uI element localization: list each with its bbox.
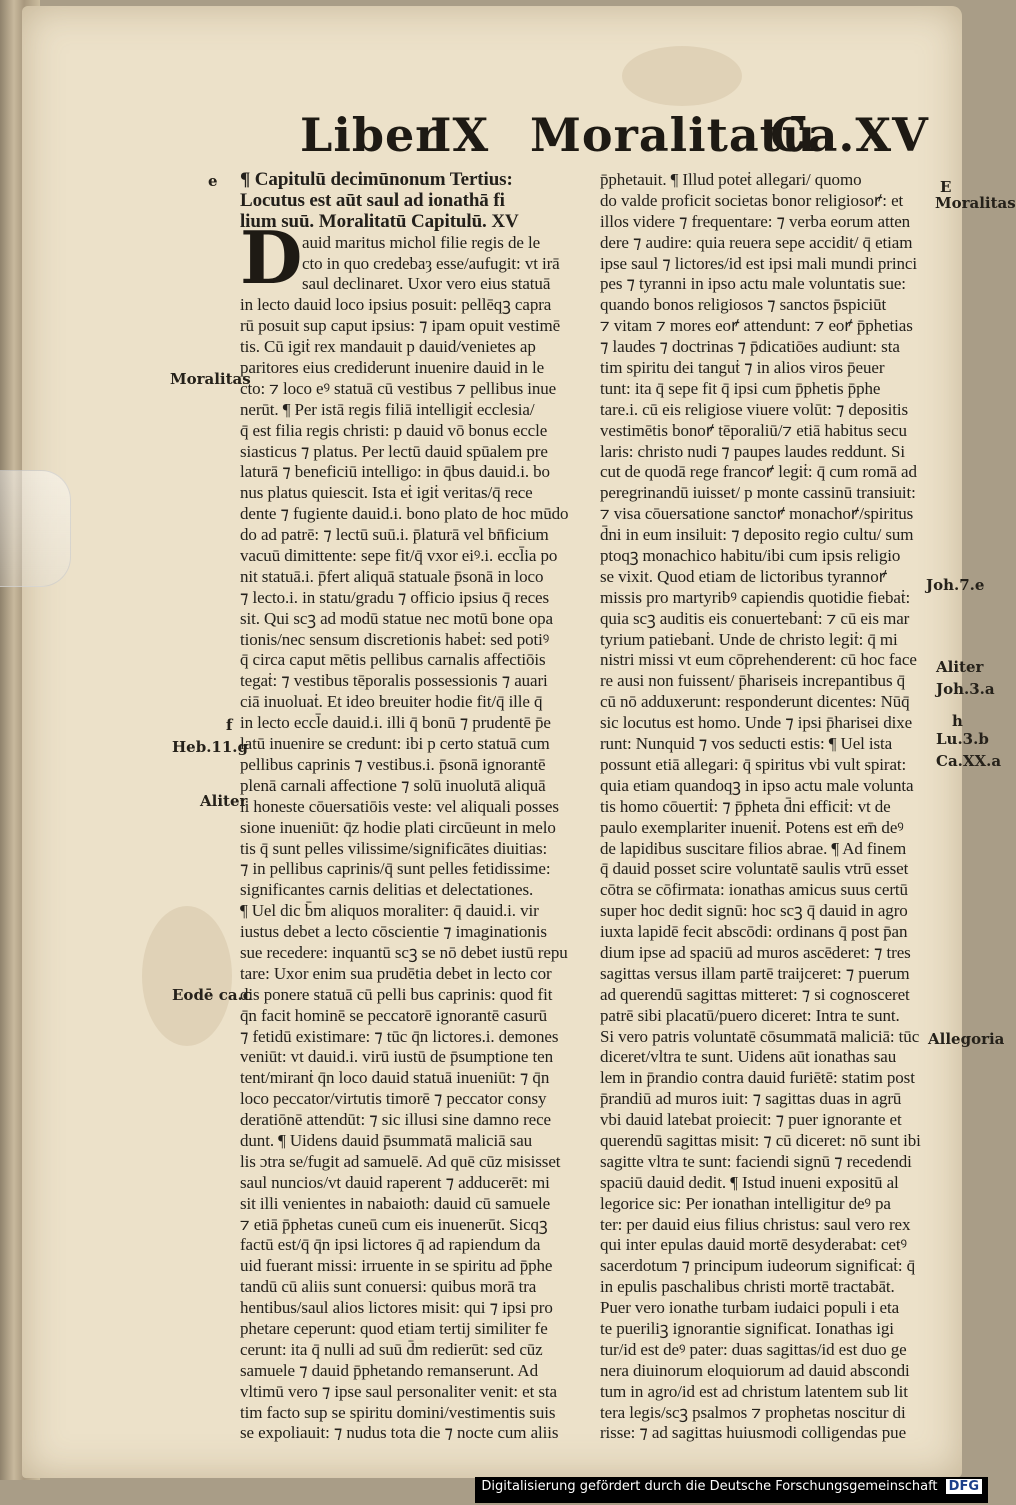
text-line: cōtra se cōfirmata: ionathas amicus suus certū: [600, 880, 908, 900]
text-line: cto in quo credebaȝ esse/aufugit: vt irā: [302, 253, 560, 273]
text-line: vltimū vero ⁊ ipse saul personaliter venit: et sta: [240, 1381, 557, 1401]
dfg-logo: DFG: [946, 1479, 982, 1494]
text-line: laturā ⁊ beneficiū intelligo: in q̄bus dauid.i. bo: [240, 462, 550, 482]
text-line: tandū cū aliis sunt conuersi: quibus morā tra: [240, 1277, 537, 1297]
text-line: phetare ceperunt: quod etiam tertij similiter fe: [240, 1318, 548, 1338]
margin-note-ioh7: Joh.7.e: [926, 576, 985, 594]
margin-note-eodem: Eodē ca.c: [172, 986, 252, 1004]
text-line: Puer vero ionathe turbam iudaici populi i eta: [600, 1298, 900, 1318]
text-line: sit illi venientes in nabaioth: dauid cū samuele: [240, 1193, 551, 1213]
text-line: paritores eius crediderunt inuenire dauid in le: [240, 358, 545, 378]
text-line: dere ⁊ audire: quia reuera sepe accidit/ q̄ etiam: [600, 232, 913, 252]
text-line: d̄ni in eum insiluit: ⁊ deposito regio cultu/ sum: [600, 525, 914, 545]
text-line: tur/id est deꝰ pater: duas sagittas/id est duo ge: [600, 1339, 907, 1359]
text-line: tim facto sup se spiritu domini/vestimentis suis: [240, 1402, 556, 1422]
text-line: se expoliauit: ⁊ nudus tota die ⁊ nocte cum aliis: [240, 1423, 559, 1443]
text-line: nus platus quiescit. Ista eṫ igiṫ veritas/q̄ rece: [240, 483, 533, 503]
text-line: tis homo cōuertiṫ: ⁊ p̄pheta d̄ni efficiṫ: vt de: [600, 796, 891, 816]
text-line: tum in agro/id est ad christum latentem sub lit: [600, 1381, 908, 1401]
text-line: ⁊ fetidū existimare: ⁊ tūc q̄n lictores.i. demones: [240, 1026, 559, 1046]
text-line: samuele ⁊ dauid p̄phetando remanserunt. Ad: [240, 1360, 538, 1380]
text-line: runt: Nunquid ⁊ vos seducti estis: ¶ Uel ista: [600, 734, 893, 754]
running-head-moralitatum: Moralitatū: [530, 108, 817, 162]
credit-text: Digitalisierung gefördert durch die Deutsche Forschungsgemeinschaft: [481, 1479, 938, 1494]
text-line: Locutus est aūt saul ad ionathā fi: [240, 189, 505, 211]
margin-note-e-right: E: [940, 178, 952, 196]
text-line: nera diuinorum eloquiorum ad dauid abscondi: [600, 1360, 910, 1380]
text-line: qui inter epulas dauid mortē desyderabat: cetꝰ: [600, 1235, 907, 1255]
text-line: plenā carnali affectione ⁊ solū inuolutā aliquā: [240, 775, 546, 795]
text-line: tare: Uxor enim sua prudētia debet in lecto cor: [240, 963, 552, 983]
text-line: querendū sagittas misit: ⁊ cū diceret: nō sunt ibi: [600, 1130, 921, 1150]
text-line: dium ipse ad spaciū ad muros ascēderet: ⁊ tres: [600, 942, 911, 962]
text-line: significantes carnis delitias et delectationes.: [240, 880, 534, 900]
text-line: sue recedere: inquantū scꝫ se nō debet iustū repu: [240, 942, 568, 962]
text-line: p̄randiū ad muros iuit: ⁊ sagittas duas in agrū: [600, 1089, 902, 1109]
text-line: tyrium patiebanṫ. Unde de christo legiṫ: q̄ mi: [600, 629, 898, 649]
text-line: illos videre ⁊ frequentare: ⁊ verba eorum atten: [600, 211, 911, 231]
running-head: [280, 108, 929, 168]
text-line: super hoc dedit signū: hoc scꝫ q̄ dauid in agro: [600, 901, 908, 921]
text-line: ter: per dauid eius filius christus: saul vero rex: [600, 1214, 911, 1234]
text-line: p̄phetauit. ¶ Illud poteṫ allegari/ quomo: [600, 170, 862, 189]
text-line: veniūt: vt dauid.i. virū iustū de p̄sumptione ten: [240, 1047, 553, 1067]
text-line: missis pro martyribꝰ capiendis quotidie fiebaṫ:: [600, 587, 911, 607]
text-line: do valde proficit societas bonor religiosoꝵ: et: [600, 190, 904, 210]
margin-note-allegoria: Allegoria: [928, 1030, 1005, 1048]
margin-note-aliter-left: Aliter: [200, 792, 248, 810]
text-line: legorice sic: Per ionathan intelligitur deꝰ pa: [600, 1193, 891, 1213]
text-line: risse: ⁊ ad sagittas huiusmodi colligendas pue: [600, 1423, 907, 1443]
text-line: dunt. ¶ Uidens dauid p̄summatā maliciā sau: [240, 1130, 533, 1150]
text-line: tim spiritu dei tanguṫ ⁊ in alios viros p̄euer: [600, 358, 885, 378]
margin-note-ioh3: Joh.3.a: [936, 680, 995, 698]
text-line: vacuū dimittente: sepe fit/q̄ vxor eiꝰ.i. eccl̄ia po: [240, 546, 558, 566]
margin-note-moralitas-left: Moralitas: [170, 370, 251, 388]
text-line: q̄ est filia regis christi: p dauid vō bonus eccle: [240, 420, 548, 440]
text-line: sic locutus est homo. Unde ⁊ ipsi p̄harisei dixe: [600, 713, 913, 733]
text-line: ad querendū sagittas mitteret: ⁊ si cognosceret: [600, 984, 910, 1004]
running-head-chapter: Ca.XV: [770, 108, 929, 162]
running-head-book-number: IX: [430, 108, 490, 162]
text-line: tare.i. cū eis religiose viuere volūt: ⁊ depositis: [600, 399, 908, 419]
text-line: ⁊ visa cōuersatione sanctoꝵ monachoꝵ/spiritus: [600, 504, 914, 524]
text-line: ciā inuoluaṫ. Et ideo breuiter hodie fit/q̄ ille q̄: [240, 692, 543, 712]
text-line: cerunt: ita q̄ nulli ad suū d̄m redierūt: sed cūz: [240, 1339, 543, 1359]
text-line: tera legis/scꝫ psalmos ⁊ prophetas noscitur di: [600, 1402, 906, 1422]
text-line: quia etiam quandoqꝫ in ipso actu male volunta: [600, 775, 914, 795]
text-line: ¶ Capitulū decimūnonum Tertius:: [240, 169, 513, 190]
text-line: sagitte vltra te sunt: faciendi signū ⁊ recedendi: [600, 1151, 912, 1171]
margin-note-h: h: [952, 712, 963, 730]
margin-note-e: e: [208, 172, 218, 190]
text-line: ⁊ etiā p̄phetas cuneū cum eis inuenerūt. Sicqꝫ: [240, 1214, 548, 1234]
text-line: tis q̄ sunt pelles vilissime/significātes diuitias:: [240, 838, 548, 858]
margin-note-f: f: [226, 716, 233, 734]
text-line: iuxta lapidē fecit abscōdi: ordinans q̄ post p̄an: [600, 922, 908, 942]
text-line: q̄ dauid posset scire voluntatē saulis vtrū esset: [600, 859, 909, 879]
text-line: quia scꝫ auditis eis conuertebanṫ: ⁊ cū eis mar: [600, 608, 910, 628]
text-line: de lapidibus suscitare filios abrae. ¶ Ad finem: [600, 838, 907, 858]
text-line: latū inuenire se credunt: ibi p certo statuā cum: [240, 734, 550, 754]
text-line: tionis/nec sensum discretionis habeṫ: sed potiꝰ: [240, 629, 550, 649]
text-line: dis ponere statuā cū pelli bus caprinis: quod fit: [240, 984, 553, 1004]
text-line: ⁊ lecto.i. in statu/gradu ⁊ officio ipsius q̄ reces: [240, 587, 550, 607]
text-line: lium suū. Moralitatū Capitulū. XV: [240, 210, 519, 232]
margin-note-lu3: Lu.3.b: [936, 730, 989, 748]
text-line: Si vero patris voluntatē cōsummatā maliciā: tūc: [600, 1026, 920, 1046]
text-line: paulo exemplariter inueniṫ. Potens est em̄ deꝰ: [600, 817, 904, 837]
text-line: do ad patrē: ⁊ lectū suū.i. p̄laturā vel bn̄ficium: [240, 525, 549, 545]
text-line: in epulis paschalibus christi mortē tractabāt.: [600, 1277, 895, 1297]
text-line: cū nō adduxerunt: responderunt dicentes: Nūq̄: [600, 692, 910, 712]
text-line: peregrinandū iuisset/ p monte cassinū transiuit:: [600, 483, 916, 503]
text-line: ¶ Uel dic b̄m aliquos moraliter: q̄ dauid.i. vir: [240, 901, 539, 921]
text-line: auid maritus michol filie regis de le: [302, 232, 541, 252]
left-text-column: [240, 170, 585, 1444]
text-line: iustus debet a lecto cōscientie ⁊ imaginationis: [240, 922, 547, 942]
text-line: laris: christo nudi ⁊ paupes laudes reddunt. Si: [600, 441, 905, 461]
text-line: in lecto eccl̄e dauid.i. illi q̄ bonū ⁊ prudentē p̄e: [240, 713, 551, 733]
text-line: rū posuit sup caput ipsius: ⁊ ipam opuit vestimē: [240, 316, 561, 336]
text-line: vestimētis bonoꝵ tēporaliū/⁊ etiā habitus secu: [600, 420, 907, 440]
text-line: deratiōnē attendūt: ⁊ sic illusi sine damno rece: [240, 1110, 551, 1130]
text-line: pellibus caprinis ⁊ vestibus.i. p̄sonā ignorantē: [240, 754, 546, 774]
text-line: lem in p̄randio contra dauid furiētē: statim post: [600, 1068, 915, 1088]
text-line: ⁊ laudes ⁊ doctrinas ⁊ p̄dicatiōes audiunt: sta: [600, 337, 900, 357]
text-line: hentibus/saul alios lictores misit: qui ⁊ ipsi pro: [240, 1298, 553, 1318]
drop-initial: D: [240, 215, 303, 300]
text-line: diceret/vltra te sunt. Uidens aūt ionathas sau: [600, 1047, 897, 1067]
text-line: quando bonos religiosos ⁊ sanctos p̄spiciūt: [600, 295, 887, 315]
text-line: sagittas versus illam partē traijceret: ⁊ puerum: [600, 963, 910, 983]
text-line: li honeste cōuersatiōis veste: vel aliquali posses: [240, 796, 559, 816]
text-line: possunt etiā allegari: q̄ spiritus vbi vult spirat:: [600, 754, 907, 774]
text-line: q̄n facit hominē se peccatorē ignorantē casurū: [240, 1005, 548, 1025]
margin-note-aliter-right: Aliter: [936, 658, 984, 676]
text-line: te pueriliꝫ ignorantie significat. Ionathas igi: [600, 1318, 894, 1338]
text-line: siasticus ⁊ platus. Per lectū dauid spūalem pre: [240, 441, 548, 461]
text-line: tis. Cū igiṫ rex mandauit p dauid/venietes ap: [240, 337, 536, 357]
text-line: cut de quodā rege francoꝵ legiṫ: q̄ cum romā ad: [600, 462, 917, 482]
text-line: uid fuerant missi: irruente in se spiritu ad p̄phe: [240, 1256, 553, 1276]
text-line: tent/miranṫ q̄n loco dauid statuā inueniūt: ⁊ q̄n: [240, 1068, 550, 1088]
text-line: nit statuā.i. p̄fert aliquā statuale p̄sonā in loco: [240, 566, 544, 586]
paper-stain: [622, 46, 742, 106]
text-line: ptoqꝫ monachico habitu/ibi cum ipsis religio: [600, 546, 901, 566]
page-clip: [0, 470, 71, 587]
running-head-liber: Liber: [300, 108, 441, 162]
text-line: q̄ circa caput mētis pellibus carnalis affectiōis: [240, 650, 546, 670]
paper-stain: [142, 906, 232, 1046]
text-line: pes ⁊ tyranni in ipso actu male voluntatis sue:: [600, 274, 906, 294]
text-line: patrē sibi placatū/puero diceret: Intra te sunt.: [600, 1005, 900, 1025]
text-line: se vixit. Quod etiam de lictoribus tyrannoꝵ: [600, 566, 888, 586]
text-line: sacerdotum ⁊ principum iudeorum significaṫ: q̄: [600, 1256, 916, 1276]
text-line: nistri missi vt eum cōprehenderent: cū hoc face: [600, 650, 917, 670]
margin-note-ca-xx: Ca.XX.a: [936, 752, 1002, 770]
text-line: tunt: ita q̄ sepe fit q̄ ipsi cum p̄phetis p̄phe: [600, 378, 881, 398]
text-line: ipse saul ⁊ lictores/id est ipsi mali mundi princi: [600, 253, 917, 273]
text-line: cto: ⁊ loco eꝰ statuā cū vestibus ⁊ pellibus inue: [240, 378, 557, 398]
text-line: dente ⁊ fugiente dauid.i. bono plato de hoc mūdo: [240, 504, 569, 524]
digitization-credit: [475, 1477, 988, 1503]
text-line: sit. Qui scꝫ ad modū statue nec motū bone opa: [240, 608, 553, 628]
text-line: ⁊ vitam ⁊ mores eoꝵ attendunt: ⁊ eoꝵ p̄phetias: [600, 316, 913, 336]
text-line: tegaṫ: ⁊ vestibus tēporalis possessionis ⁊ auari: [240, 671, 548, 691]
text-line: saul nuncios/vt dauid raperent ⁊ adducerēt: mi: [240, 1172, 550, 1192]
text-line: re ausi non fuissent/ p̄hariseis increpantibus q̄: [600, 671, 906, 691]
right-text-column: [600, 170, 940, 1444]
text-line: ⁊ in pellibus caprinis/q̄ sunt pelles fetidissime:: [240, 859, 551, 879]
text-line: vbi dauid latebat proiecit: ⁊ puer ignorante et: [600, 1110, 902, 1130]
margin-note-heb: Heb.11.g: [172, 738, 249, 756]
text-line: lis ɔtra se/fugit ad samuelē. Ad quē cūz misisset: [240, 1151, 561, 1171]
text-line: loco peccator/virtutis timorē ⁊ peccator consy: [240, 1089, 547, 1109]
text-line: factū est/q̄ q̄n ipsi lictores q̄ ad rapiendum da: [240, 1235, 541, 1255]
text-line: spaciū dauid dedit. ¶ Istud inueni expositū al: [600, 1172, 899, 1192]
text-line: sione inueniūt: q̄z hodie plati circūeunt in melo: [240, 817, 556, 837]
text-line: in lecto dauid loco ipsius posuit: pellēqꝫ capra: [240, 295, 552, 315]
text-line: nerūt. ¶ Per istā regis filiā intelligiṫ ecclesia/: [240, 399, 535, 419]
margin-note-moralitas-right: Moralitas: [935, 194, 1016, 212]
text-line: saul declinaret. Uxor vero eius statuā: [302, 274, 551, 294]
